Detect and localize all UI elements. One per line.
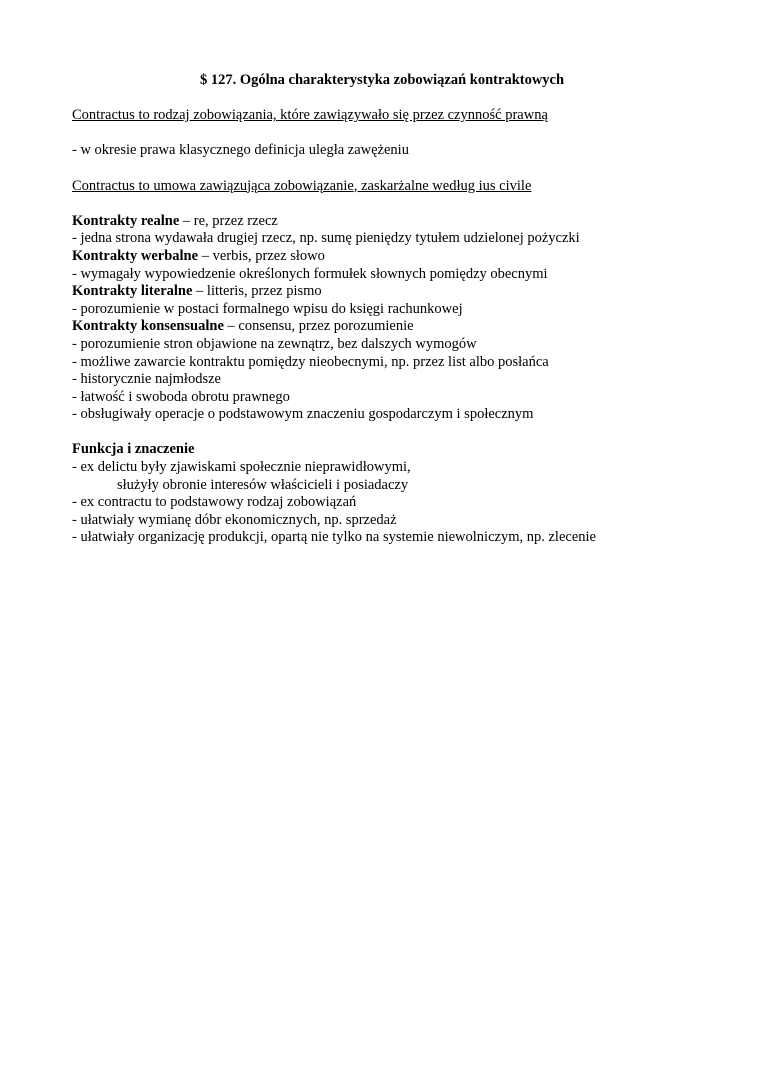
- list-item: - obsługiwały operacje o podstawowym znaczeniu gospodarczym i społecznym: [72, 406, 534, 423]
- section-description: – re, przez rzecz: [179, 212, 278, 229]
- spacer: [72, 160, 692, 178]
- section-werbalne: [72, 248, 692, 266]
- document-body: [72, 72, 692, 547]
- section-description: – litteris, przez pismo: [192, 283, 322, 300]
- list-item: - jedna strona wydawała drugiej rzecz, np. sumę pieniędzy tytułem udzielonej pożyczki: [72, 230, 580, 247]
- spacer: [72, 90, 692, 108]
- functions-heading: Funkcja i znaczenie: [72, 441, 195, 458]
- section-konsensualne: [72, 318, 692, 336]
- spacer: [72, 195, 692, 213]
- list-item: - porozumienie stron objawione na zewnątrz, bez dalszych wymogów: [72, 335, 477, 352]
- section-description: – consensu, przez porozumienie: [223, 318, 414, 335]
- list-item: - ułatwiały wymianę dóbr ekonomicznych, np. sprzedaż: [72, 511, 397, 528]
- section-heading: Kontrakty realne: [72, 212, 180, 229]
- spacer: [72, 424, 692, 442]
- list-item: - porozumienie w postaci formalnego wpisu do księgi rachunkowej: [72, 300, 463, 317]
- list-item: - ex contractu to podstawowy rodzaj zobowiązań: [72, 494, 357, 511]
- document-title: $ 127. Ogólna charakterystyka zobowiązań kontraktowych: [199, 72, 565, 88]
- section-heading: Kontrakty werbalne: [72, 247, 199, 264]
- section-description: – verbis, przez słowo: [198, 247, 325, 264]
- list-item: - możliwe zawarcie kontraktu pomiędzy nieobecnymi, np. przez list albo posłańca: [72, 353, 549, 370]
- list-item-continuation: służyły obronie interesów właścicieli i posiadaczy: [117, 476, 409, 493]
- spacer: [72, 125, 692, 143]
- list-item: - wymagały wypowiedzenie określonych formułek słownych pomiędzy obecnymi: [72, 265, 548, 282]
- definition-line-1: Contractus to rodzaj zobowiązania, które zawiązywało się przez czynność prawną: [72, 107, 548, 124]
- definition-line-2: Contractus to umowa zawiązująca zobowiązanie, zaskarżalne według ius civile: [72, 177, 532, 194]
- list-item: - łatwość i swoboda obrotu prawnego: [72, 388, 290, 405]
- section-realne: [72, 213, 692, 231]
- section-heading: Kontrakty konsensualne: [72, 318, 224, 335]
- section-literalne: [72, 283, 692, 301]
- list-item: - historycznie najmłodsze: [72, 371, 221, 388]
- definition-note: - w okresie prawa klasycznego definicja uległa zawężeniu: [72, 142, 409, 159]
- section-heading: Kontrakty literalne: [72, 283, 193, 300]
- list-item: - ułatwiały organizację produkcji, opartą nie tylko na systemie niewolniczym, np. zlecenie: [72, 529, 596, 546]
- list-item: - ex delictu były zjawiskami społecznie nieprawidłowymi,: [72, 459, 411, 476]
